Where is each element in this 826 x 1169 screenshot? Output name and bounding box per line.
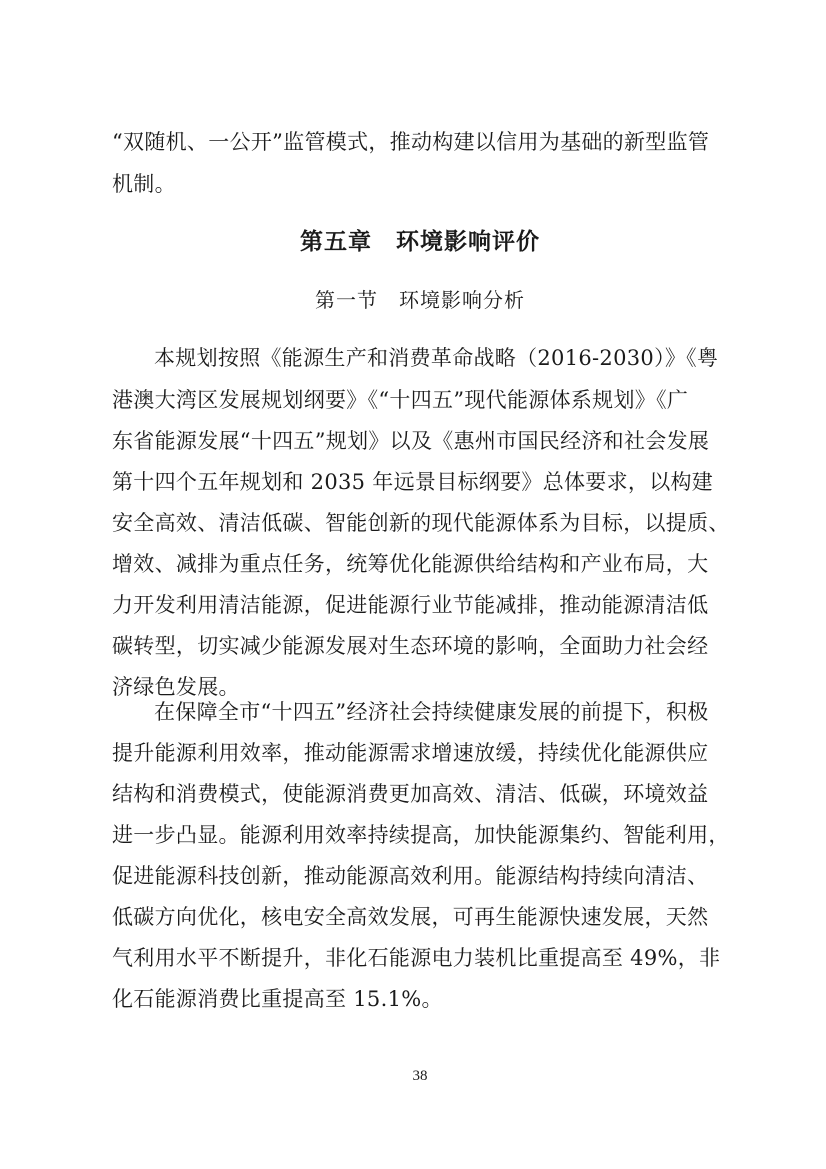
page-number: 38 xyxy=(412,1068,428,1084)
text-line: 提升能源利用效率，推动能源需求增速放缓，持续优化能源供应 xyxy=(112,741,709,765)
chapter-title: 第五章 环境影响评价 xyxy=(300,229,540,255)
text-line: 气利用水平不断提升，非化石能源电力装机比重提高至 49%，非 xyxy=(112,946,721,970)
text-line: 安全高效、清洁低碳、智能创新的现代能源体系为目标，以提质、 xyxy=(112,511,730,535)
text-line: 低碳方向优化，核电安全高效发展，可再生能源快速发展，天然 xyxy=(112,905,709,929)
text-line: 东省能源发展“十四五”规划》以及《惠州市国民经济和社会发展 xyxy=(112,429,710,453)
text-line: 力开发利用清洁能源，促进能源行业节能减排，推动能源清洁低 xyxy=(112,593,709,617)
text-line: 进一步凸显。能源利用效率持续提高，加快能源集约、智能利用， xyxy=(112,823,730,847)
text-line: 增效、减排为重点任务，统筹优化能源供给结构和产业布局，大 xyxy=(112,552,709,576)
text-line: 第十四个五年规划和 2035 年远景目标纲要》总体要求，以构建 xyxy=(112,470,714,494)
text-line: 机制。 xyxy=(112,172,176,196)
text-line: 本规划按照《能源生产和消费革命战略（2016-2030）》《粤 xyxy=(154,346,719,370)
text-line: 碳转型，切实减少能源发展对生态环境的影响，全面助力社会经 xyxy=(112,634,709,658)
text-line: 港澳大湾区发展规划纲要》《“十四五”现代能源体系规划》《广 xyxy=(112,388,689,412)
text-line: 化石能源消费比重提高至 15.1%。 xyxy=(112,987,443,1011)
text-line: 结构和消费模式，使能源消费更加高效、清洁、低碳，环境效益 xyxy=(112,782,709,806)
text-line: “双随机、一公开”监管模式，推动构建以信用为基础的新型监管 xyxy=(112,130,710,154)
section-title: 第一节 环境影响分析 xyxy=(315,288,525,312)
text-line: 济绿色发展。 xyxy=(112,675,240,699)
document-page xyxy=(112,0,728,1169)
text-line: 促进能源科技创新，推动能源高效利用。能源结构持续向清洁、 xyxy=(112,864,709,888)
text-line: 在保障全市“十四五”经济社会持续健康发展的前提下，积极 xyxy=(154,700,709,724)
